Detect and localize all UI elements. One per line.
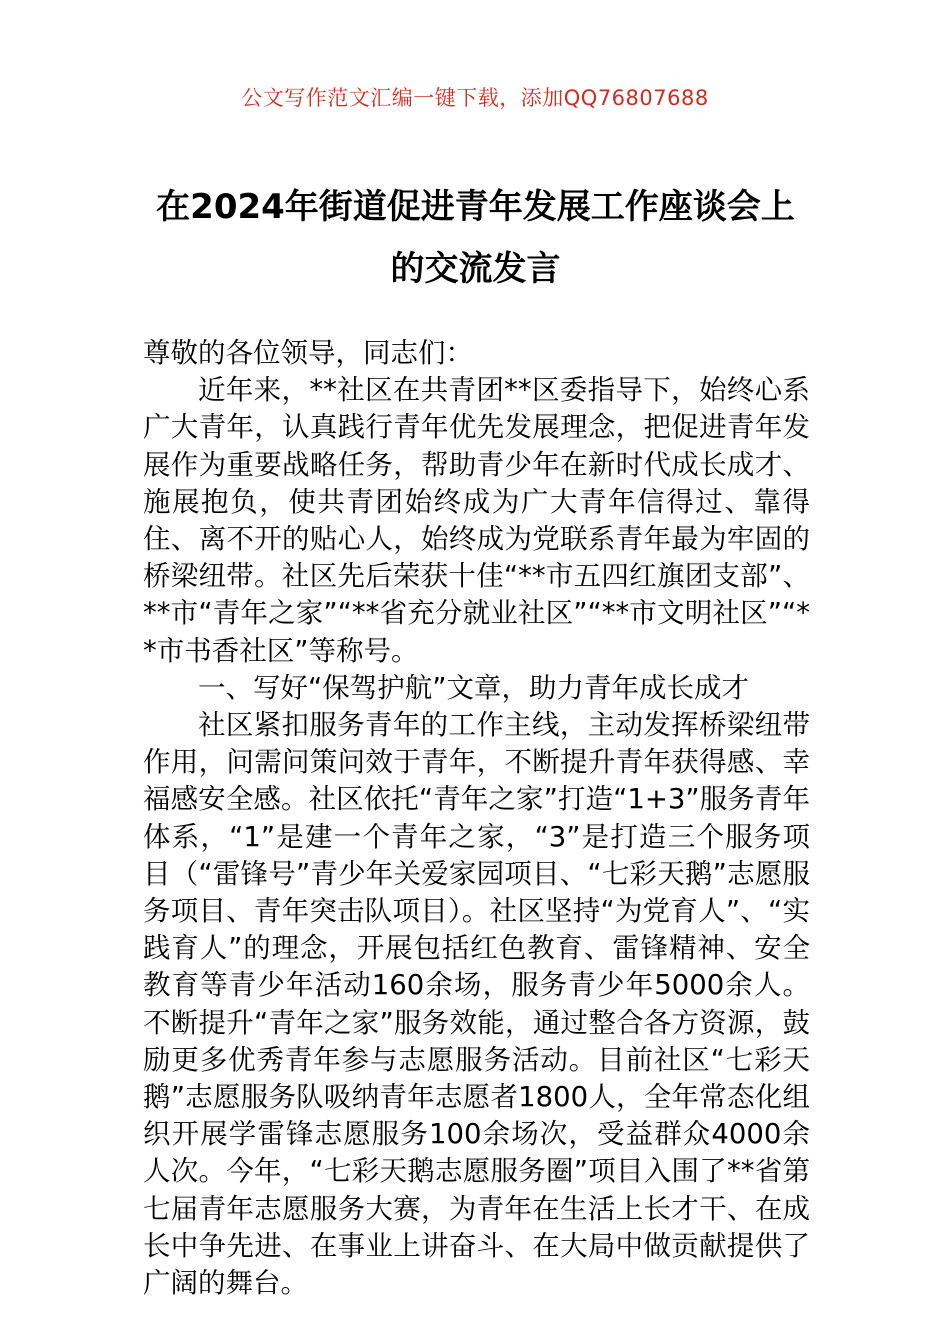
salutation-paragraph: 尊敬的各位领导，同志们： xyxy=(143,337,473,369)
opening-paragraph: 近年来，**社区在共青团**区委指导下，始终心系广大青年，认真践行青年优先发展理念，把促进青年发展作为重要战略任务，帮助青少年在新时代成长成才、施展抱负，使共青团始终成为广大青年信得过、靠得住、离不开的贴心人，始终成为党联系青年最为牢固的桥梁纽带。社区先后荣获十佳“**市五四红旗团支部”、**市“青年之家”“**省充分就业社区”“**市文明社区”“**市书香社区”等称号。 xyxy=(143,374,810,667)
page-title xyxy=(143,176,808,300)
page-title-line-2: 的交流发言 xyxy=(390,249,561,289)
page-title-line-1: 在2024年街道促进青年发展工作座谈会上 xyxy=(156,187,795,227)
section-1-body-paragraph: 社区紧扣服务青年的工作主线，主动发挥桥梁纽带作用，问需问策问效于青年，不断提升青年获得感、幸福感安全感。社区依托“青年之家”打造“1+3”服务青年体系，“1”是建一个青年之家，“3”是打造三个服务项目（“雷锋号”青少年关爱家园项目、“七彩天鹅”志愿服务项目、青年突击队项目）。社区坚持“为党育人”、“实践育人”的理念，开展包括红色教育、雷锋精神、安全教育等青少年活动160余场，服务青少年5000余人。不断提升“青年之家”服务效能，通过整合各方资源，鼓励更多优秀青年参与志愿服务活动。目前社区“七彩天鹅”志愿服务队吸纳青年志愿者1800人，全年常态化组织开展学雷锋志愿服务100余场次，受益群众4000余人次。今年，“七彩天鹅志愿服务圈”项目入围了**省第七届青年志愿服务大赛，为青年在生活上长才干、在成长中争先进、在事业上讲奋斗、在大局中做贡献提供了广阔的舞台。 xyxy=(143,709,810,1300)
section-heading-1: 一、写好“保驾护航”文章，助力青年成长成才 xyxy=(198,671,749,704)
document-body xyxy=(143,335,810,1302)
promotional-banner: 公文写作范文汇编一键下载，添加QQ76807688 xyxy=(241,86,709,110)
